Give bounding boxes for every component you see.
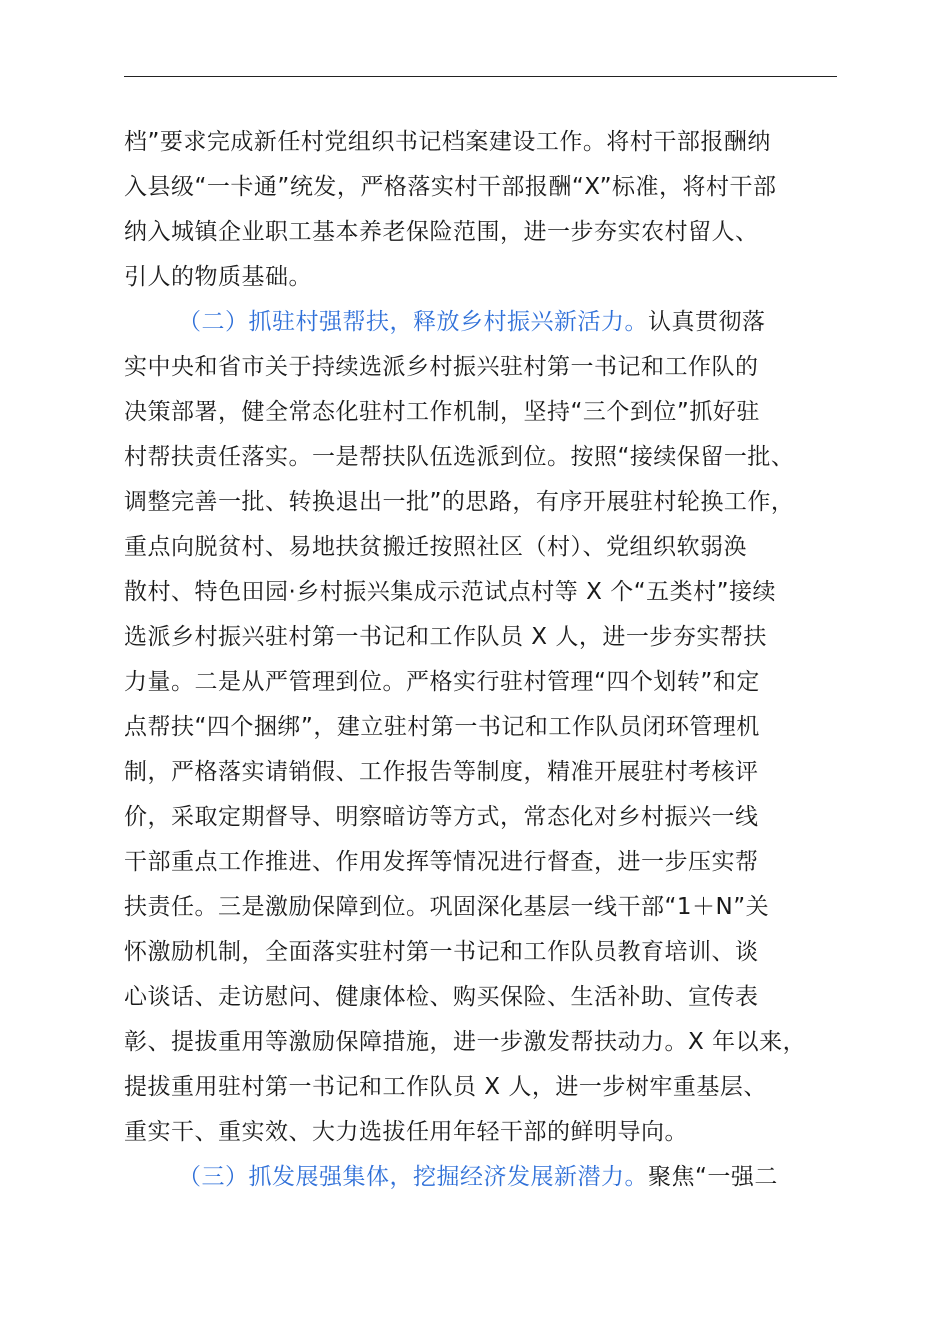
body-line: 引人的物质基础。 [124,264,312,290]
section-2-heading: （二）抓驻村强帮扶，释放乡村振兴新活力。 [178,309,648,335]
section-3-first-line [124,1155,864,1200]
body-line: 彰、提拔重用等激励保障措施，进一步激发帮扶动力。X 年以来， [124,1029,807,1055]
body-line: 纳入城镇企业职工基本养老保险范围，进一步夯实农村留人、 [124,219,759,245]
body-line: 干部重点工作推进、作用发挥等情况进行督查，进一步压实帮 [124,849,759,875]
body-line: 心谈话、走访慰问、健康体检、购买保险、生活补助、宣传表 [124,984,759,1010]
body-line: 重实干、重实效、大力选拔任用年轻干部的鲜明导向。 [124,1119,688,1145]
body-line: 调整完善一批、转换退出一批”的思路，有序开展驻村轮换工作， [124,489,795,515]
body-line: 实中央和省市关于持续选派乡村振兴驻村第一书记和工作队的 [124,354,759,380]
body-line: 价，采取定期督导、明察暗访等方式，常态化对乡村振兴一线 [124,804,759,830]
body-line: 散村、特色田园·乡村振兴集成示范试点村等 X 个“五类村”接续 [124,579,777,605]
section-2-first-line [124,300,864,345]
section-3-heading: （三）抓发展强集体，挖掘经济发展新潜力。 [178,1164,648,1190]
body-line: 怀激励机制，全面落实驻村第一书记和工作队员教育培训、谈 [124,939,759,965]
body-line: 决策部署，健全常态化驻村工作机制，坚持“三个到位”抓好驻 [124,399,760,425]
header-rule [124,76,837,77]
section-3-first-line-text: 聚焦“一强二 [648,1164,778,1190]
body-line: 入县级“一卡通”统发，严格落实村干部报酬“X”标准，将村干部 [124,174,777,200]
body-line: 选派乡村振兴驻村第一书记和工作队员 X 人，进一步夯实帮扶 [124,624,767,650]
document-body [124,120,864,1200]
body-line: 重点向脱贫村、易地扶贫搬迁按照社区（村）、党组织软弱涣 [124,534,747,560]
body-line: 力量。二是从严管理到位。严格实行驻村管理“四个划转”和定 [124,669,760,695]
body-line: 档”要求完成新任村党组织书记档案建设工作。将村干部报酬纳 [124,129,771,155]
body-line: 点帮扶“四个捆绑”，建立驻村第一书记和工作队员闭环管理机 [124,714,760,740]
body-line: 提拔重用驻村第一书记和工作队员 X 人，进一步树牢重基层、 [124,1074,767,1100]
section-2-first-line-text: 认真贯彻落 [648,309,766,335]
body-line: 扶责任。三是激励保障到位。巩固深化基层一线干部“1＋N”关 [124,894,770,920]
body-line: 制，严格落实请销假、工作报告等制度，精准开展驻村考核评 [124,759,759,785]
body-line: 村帮扶责任落实。一是帮扶队伍选派到位。按照“接续保留一批、 [124,444,795,470]
